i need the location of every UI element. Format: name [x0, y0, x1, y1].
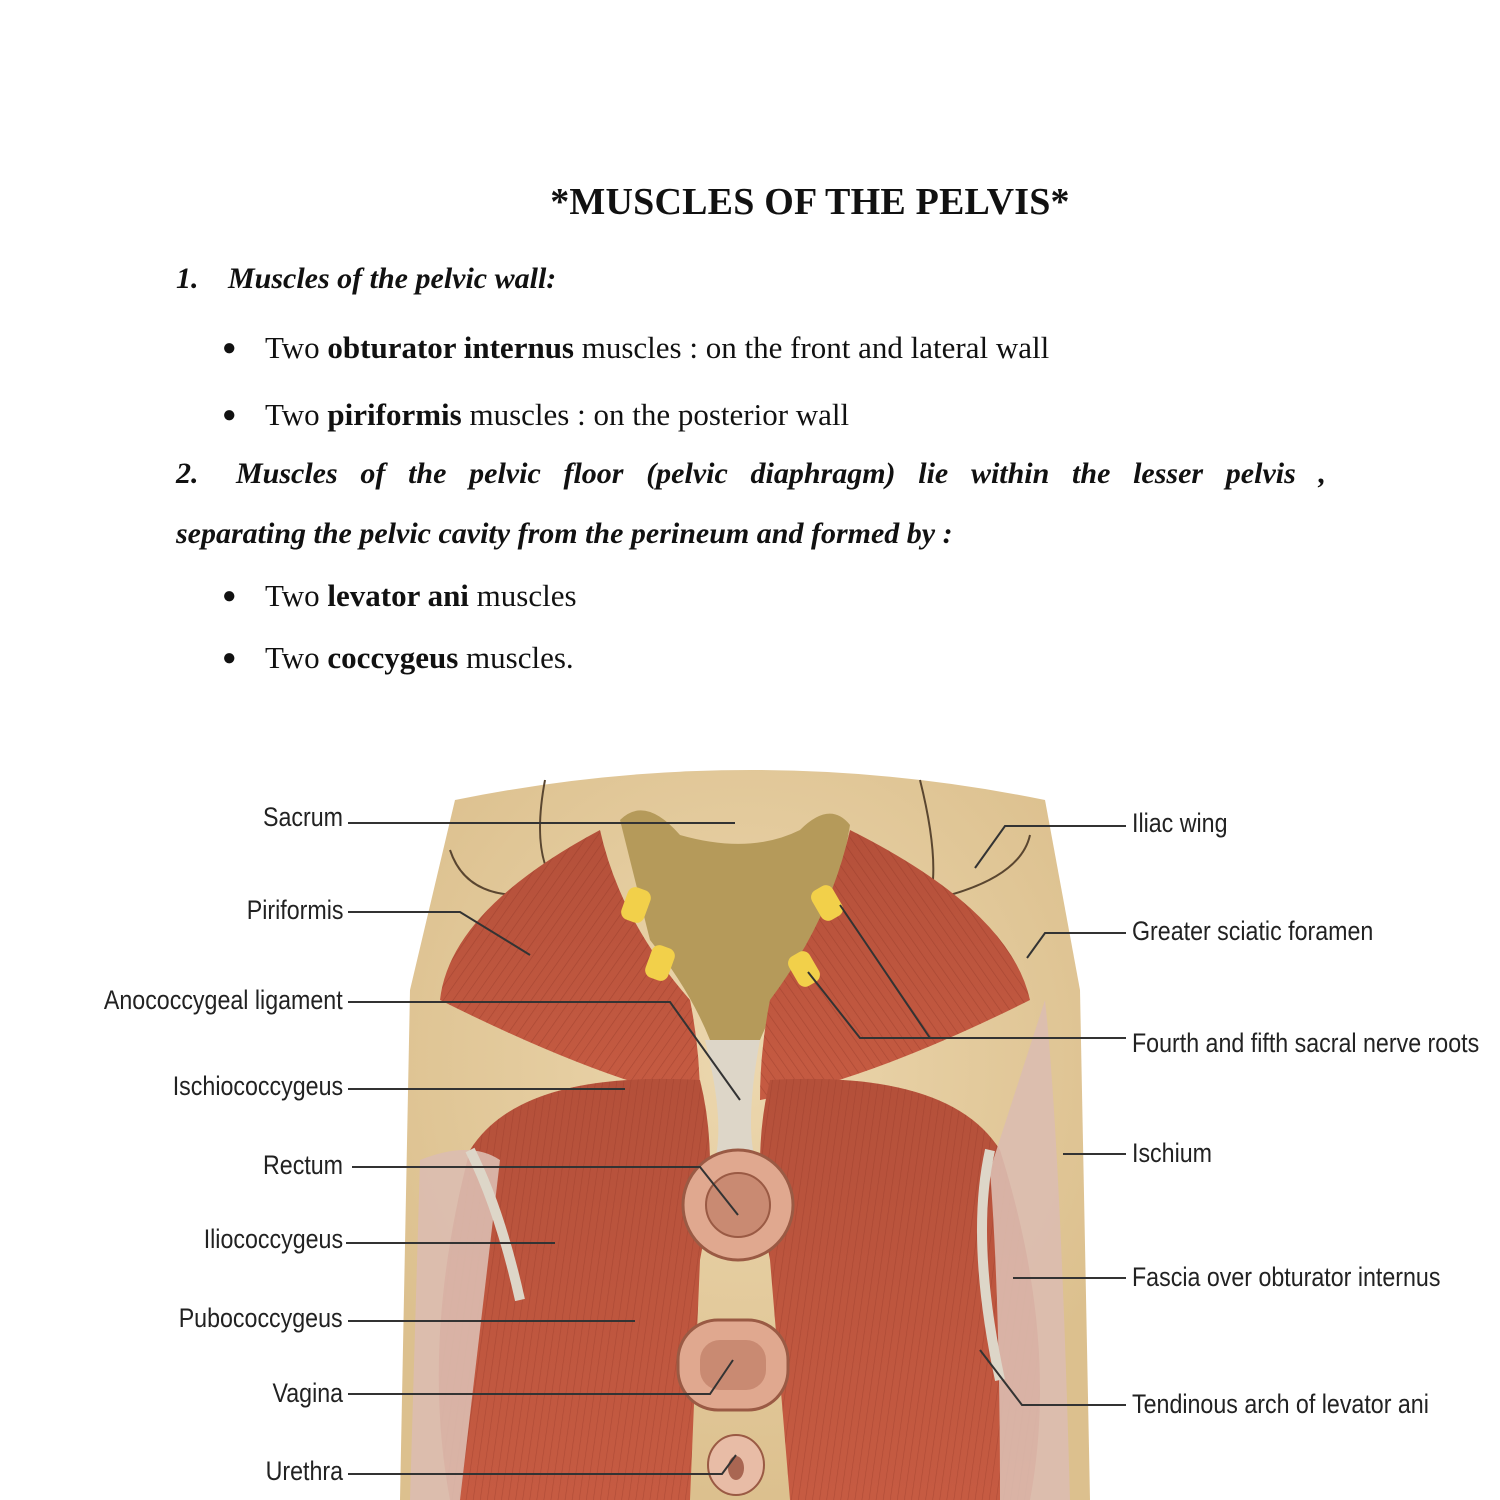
label-rectum: Rectum — [262, 1150, 343, 1180]
label-pubococcygeus: Pubococcygeus — [179, 1303, 343, 1333]
bullet-coccygeus — [222, 640, 574, 676]
label-fascia-obturator-internus: Fascia over obturator internus — [1132, 1262, 1441, 1292]
bullet-bold: levator ani — [327, 578, 469, 613]
bullet-bold: coccygeus — [327, 640, 459, 675]
section1-heading — [176, 262, 556, 296]
bullet-levator-ani — [222, 578, 577, 614]
pelvic-floor-illustration — [0, 740, 1500, 1500]
bullet-dot: ● — [222, 583, 237, 609]
label-ischiococcygeus: Ischiococcygeus — [172, 1071, 343, 1101]
bullet-prefix: Two — [265, 578, 328, 613]
pelvic-floor-drawing — [0, 740, 1500, 1500]
label-tendinous-arch: Tendinous arch of levator ani — [1132, 1389, 1429, 1419]
bullet-prefix: Two — [265, 397, 328, 432]
bullet-piriformis — [222, 397, 849, 433]
section1-heading-text: Muscles of the pelvic wall: — [228, 262, 557, 295]
bullet-dot: ● — [222, 335, 237, 361]
bullet-suffix: muscles. — [458, 640, 574, 675]
section2-heading-line2: separating the pelvic cavity from the perineum and formed by : — [176, 517, 953, 550]
label-vagina: Vagina — [272, 1378, 343, 1408]
label-urethra: Urethra — [265, 1456, 343, 1486]
bullet-bold: obturator internus — [327, 330, 574, 365]
section2-number: 2. — [176, 457, 199, 490]
label-piriformis: Piriformis — [246, 895, 343, 925]
section2-heading-line1 — [176, 457, 1326, 491]
bullet-prefix: Two — [265, 330, 328, 365]
label-iliococcygeus: Iliococcygeus — [203, 1224, 343, 1254]
bullet-bold: piriformis — [327, 397, 462, 432]
bullet-dot: ● — [222, 402, 237, 428]
bullet-suffix: muscles : on the front and lateral wall — [574, 330, 1050, 365]
bullet-obturator — [222, 330, 1049, 366]
label-anococcygeal-ligament: Anococcygeal ligament — [104, 985, 343, 1015]
bullet-dot: ● — [222, 645, 237, 671]
label-greater-sciatic-foramen: Greater sciatic foramen — [1132, 916, 1374, 946]
section1-number: 1. — [176, 262, 199, 295]
label-sacral-nerve-roots: Fourth and fifth sacral nerve roots — [1132, 1028, 1480, 1058]
label-ischium: Ischium — [1132, 1138, 1213, 1168]
label-iliac-wing: Iliac wing — [1132, 808, 1228, 838]
bullet-suffix: muscles — [468, 578, 577, 613]
bullet-suffix: muscles : on the posterior wall — [461, 397, 850, 432]
bullet-prefix: Two — [265, 640, 328, 675]
section2-heading-text: Muscles of the pelvic floor (pelvic diaphragm) lie within the lesser pelvis , — [236, 457, 1326, 490]
page-title: *MUSCLES OF THE PELVIS* — [550, 181, 1070, 223]
label-sacrum: Sacrum — [262, 802, 343, 832]
